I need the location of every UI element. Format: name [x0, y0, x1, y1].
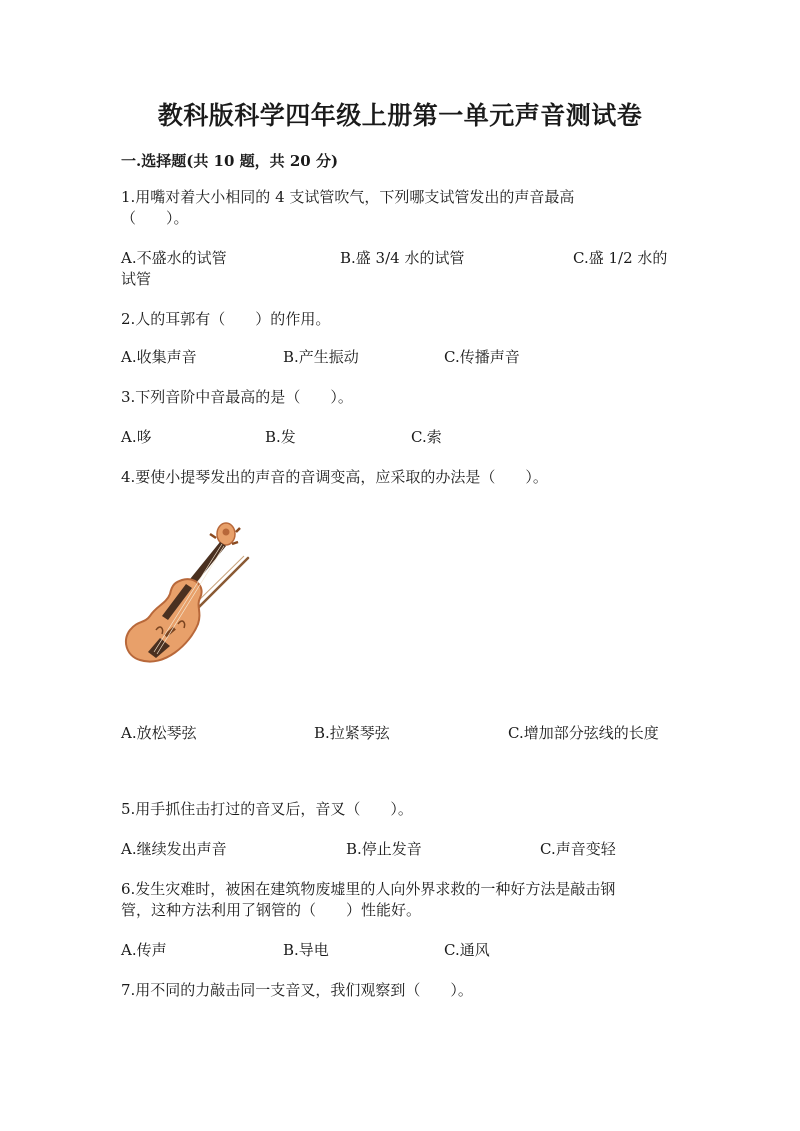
- question-1-option-b: B.盛 3/4 水的试管: [340, 249, 465, 267]
- question-5-option-b: B.停止发音: [346, 840, 422, 858]
- question-1-option-c: C.盛 1/2 水的: [573, 249, 668, 267]
- question-6-option-c: C.通风: [444, 941, 490, 959]
- question-7-line-1: 7.用不同的力敲击同一支音叉，我们观察到（ ）。: [121, 981, 473, 999]
- question-1-line-2: （ ）。: [121, 209, 189, 227]
- question-3-option-a: A.哆: [121, 428, 152, 446]
- question-2-option-c: C.传播声音: [444, 348, 520, 366]
- question-1-option-a: A.不盛水的试管: [121, 249, 227, 267]
- question-4-option-c: C.增加部分弦线的长度: [508, 724, 659, 742]
- section-heading: 一.选择题(共 10 题，共 20 分): [121, 152, 339, 170]
- question-6-option-a: A.传声: [121, 941, 167, 959]
- question-5-option-c: C.声音变轻: [540, 840, 616, 858]
- question-3-line-1: 3.下列音阶中音最高的是（ ）。: [121, 388, 353, 406]
- question-6-line-2: 管，这种方法利用了钢管的（ ）性能好。: [121, 901, 422, 919]
- question-4-line-1: 4.要使小提琴发出的声音的音调变高，应采取的办法是（ ）。: [121, 468, 548, 486]
- question-2-line-1: 2.人的耳郭有（ ）的作用。: [121, 310, 331, 328]
- page-title: 教科版科学四年级上册第一单元声音测试卷: [157, 101, 643, 130]
- question-2-option-a: A.收集声音: [121, 348, 197, 366]
- question-1-option-wrap: 试管: [121, 270, 152, 288]
- question-5-option-a: A.继续发出声音: [121, 840, 227, 858]
- question-6-option-b: B.导电: [283, 941, 329, 959]
- violin-image: [120, 520, 260, 670]
- question-3-option-b: B.发: [265, 428, 296, 446]
- question-5-line-1: 5.用手抓住击打过的音叉后，音叉（ ）。: [121, 800, 413, 818]
- question-3-option-c: C.索: [411, 428, 442, 446]
- question-1-line-1: 1.用嘴对着大小相同的 4 支试管吹气，下列哪支试管发出的声音最高: [121, 188, 575, 206]
- question-4-option-a: A.放松琴弦: [121, 724, 197, 742]
- question-4-option-b: B.拉紧琴弦: [314, 724, 390, 742]
- question-2-option-b: B.产生振动: [283, 348, 359, 366]
- question-6-line-1: 6.发生灾难时，被困在建筑物废墟里的人向外界求救的一种好方法是敲击钢: [121, 880, 616, 898]
